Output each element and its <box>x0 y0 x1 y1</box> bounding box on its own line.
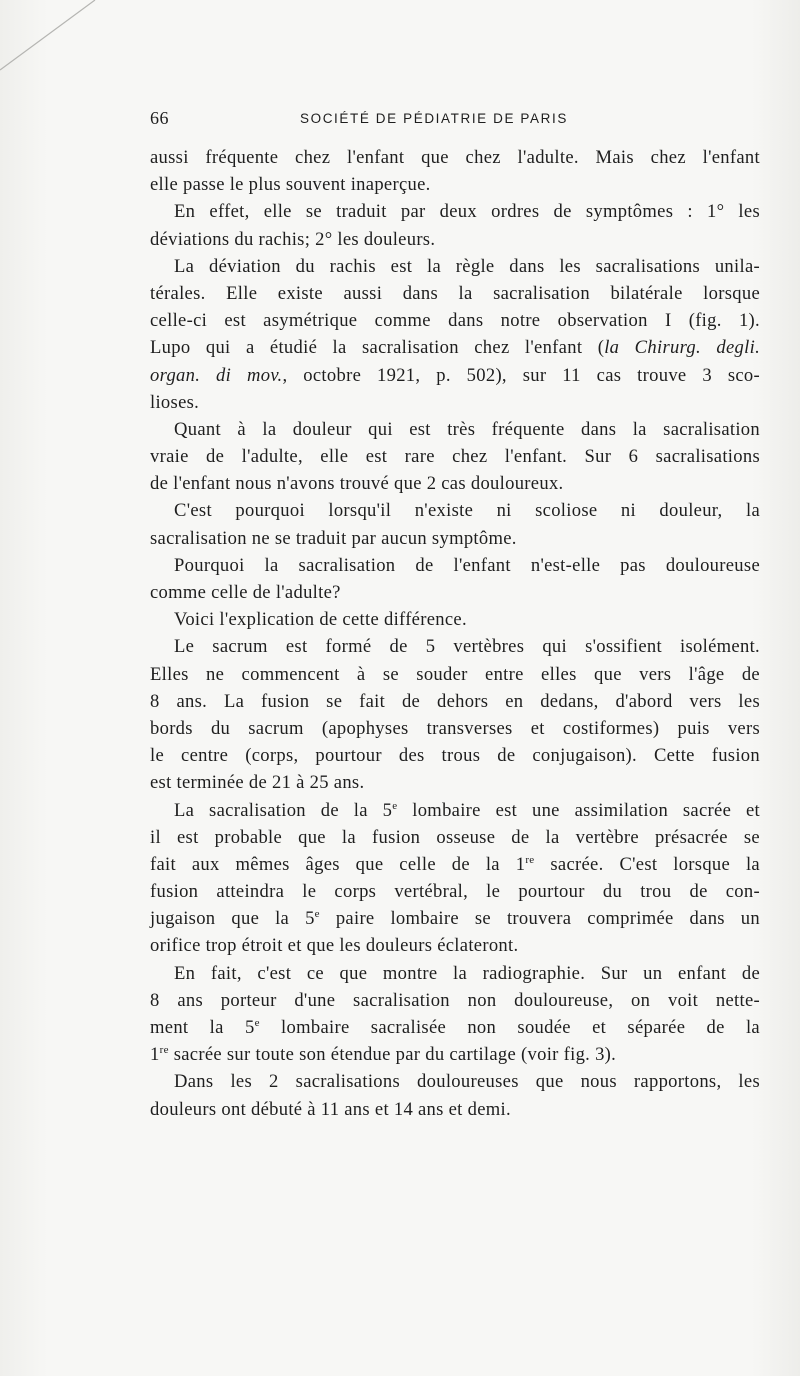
page-corner-mark <box>0 0 120 100</box>
text-line: lioses. <box>150 391 200 413</box>
text-line: Quant à la douleur qui est très fréquente dans la sacralisation <box>174 418 760 440</box>
text-line: Dans les 2 sacralisations douloureuses que nous rapportons, les <box>174 1071 760 1093</box>
text-line: Le sacrum est formé de 5 vertèbres qui s'ossifient isolément. <box>174 636 760 658</box>
journal-title-cont: organ. di mov. <box>150 364 283 386</box>
text-line: C'est pourquoi lorsqu'il n'existe ni scoliose ni douleur, la <box>174 500 760 522</box>
text-line: déviations du rachis; 2° les douleurs. <box>150 228 436 250</box>
text-line: aussi fréquente chez l'enfant que chez l'adulte. Mais chez l'enfant <box>150 147 760 168</box>
line-fragment: lombaire sacralisée non soudée et séparée de la <box>259 1017 760 1038</box>
text-line: bords du sacrum (apophyses transverses et costiformes) puis vers <box>150 717 760 739</box>
text-line: Elles ne commencent à se souder entre elles que vers l'âge de <box>150 663 760 685</box>
body-text <box>150 144 760 1123</box>
text-line: La déviation du rachis est la règle dans les sacralisations unila- <box>174 255 760 277</box>
line-fragment: sacrée. C'est lorsque la <box>534 853 760 875</box>
text-line: vraie de l'adulte, elle est rare chez l'enfant. Sur 6 sacralisations <box>150 446 760 468</box>
page-header <box>150 108 760 132</box>
text-line: orifice trop étroit et que les douleurs éclateront. <box>150 935 519 957</box>
text-line: sacralisation ne se traduit par aucun symptôme. <box>150 527 517 549</box>
line-fragment: fait aux mêmes âges que celle de la 1 <box>150 853 526 875</box>
line-fragment: 1 <box>150 1044 160 1066</box>
line-fragment: ment la 5 <box>150 1017 255 1038</box>
text-line: En effet, elle se traduit par deux ordres de symptômes : 1° les <box>174 201 760 223</box>
ordinal-sup: e <box>314 908 320 921</box>
ordinal-sup: e <box>254 1016 260 1029</box>
line-fragment: paire lombaire se trouvera comprimée dans un <box>319 908 760 930</box>
text-line: est terminée de 21 à 25 ans. <box>150 772 365 794</box>
text-line: celle-ci est asymétrique comme dans notre observation I (fig. 1). <box>150 310 760 332</box>
text-line <box>150 334 760 361</box>
text-line: douleurs ont débuté à 11 ans et 14 ans et demi. <box>150 1098 511 1120</box>
journal-title: la Chirurg. degli. <box>604 337 761 359</box>
text-line: il est probable que la fusion osseuse de la vertèbre présacrée se <box>150 826 760 848</box>
text-line: fusion atteindra le corps vertébral, le pourtour du trou de con- <box>150 881 760 903</box>
text-line: 8 ans. La fusion se fait de dehors en dedans, d'abord vers les <box>150 690 760 712</box>
line-fragment: sacrée sur toute son étendue par du cartilage (voir fig. 3). <box>168 1044 617 1066</box>
text-line: 8 ans porteur d'une sacralisation non douloureuse, on voit nette- <box>150 989 760 1011</box>
line-fragment: La sacralisation de la 5 <box>174 799 393 821</box>
line-fragment: jugaison que la 5 <box>150 908 315 930</box>
line-fragment: , octobre 1921, p. 502), sur 11 cas trouve 3 sco- <box>282 364 760 386</box>
running-title: SOCIÉTÉ DE PÉDIATRIE DE PARIS <box>300 111 568 126</box>
text-line: térales. Elle existe aussi dans la sacralisation bilatérale lorsque <box>150 282 760 304</box>
ordinal-sup: re <box>159 1044 169 1056</box>
text-line: de l'enfant nous n'avons trouvé que 2 cas douloureux. <box>150 473 564 495</box>
text-line <box>150 1041 760 1068</box>
text-line: comme celle de l'adulte? <box>150 582 341 603</box>
text-line <box>150 797 760 824</box>
ordinal-sup: re <box>525 853 535 866</box>
text-line <box>150 905 760 932</box>
text-line <box>150 851 760 878</box>
line-fragment: Lupo qui a étudié la sacralisation chez l'enfant ( <box>150 337 605 359</box>
text-line: En fait, c'est ce que montre la radiographie. Sur un enfant de <box>174 962 760 984</box>
text-line: Voici l'explication de cette différence. <box>174 609 467 631</box>
text-line: le centre (corps, pourtour des trous de conjugaison). Cette fusion <box>150 745 760 767</box>
text-line: elle passe le plus souvent inaperçue. <box>150 174 431 196</box>
ordinal-sup: e <box>392 799 398 812</box>
text-line <box>150 362 760 389</box>
page-number: 66 <box>150 108 169 128</box>
text-line: Pourquoi la sacralisation de l'enfant n'est-elle pas douloureuse <box>174 554 760 576</box>
line-fragment: lombaire est une assimilation sacrée et <box>397 799 760 821</box>
text-line <box>150 1014 760 1041</box>
